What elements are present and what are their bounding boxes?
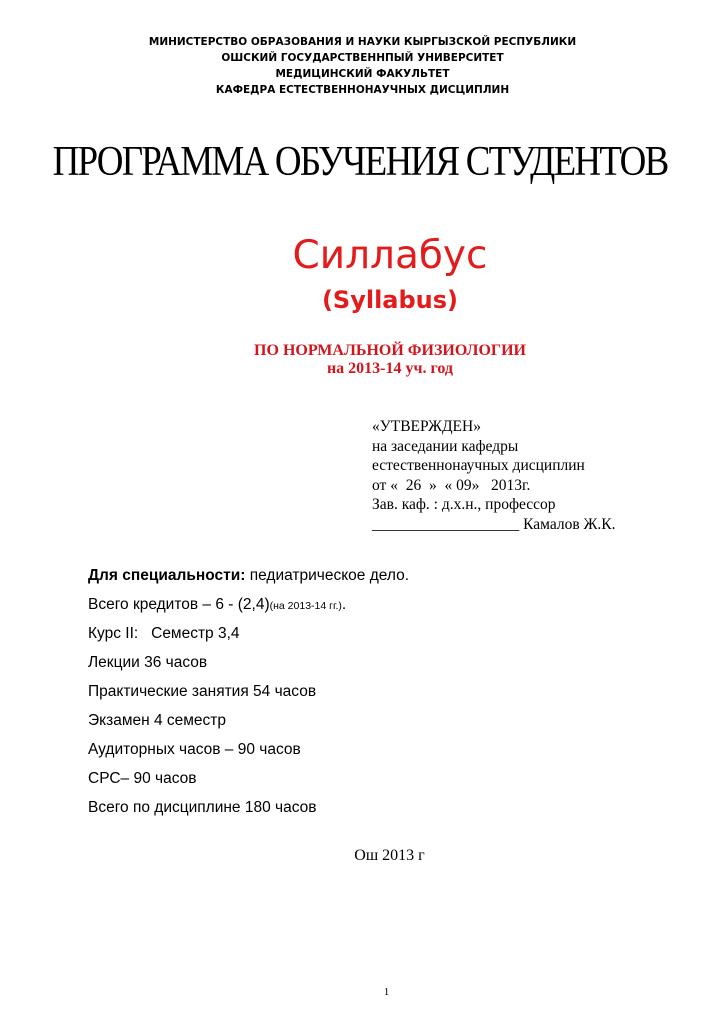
- approval-date: от « 26 » « 09» 2013г.: [372, 476, 531, 494]
- department-line: КАФЕДРА ЕСТЕСТВЕННОНАУЧНЫХ ДИСЦИПЛИН: [215, 84, 510, 96]
- institution-header: [0, 34, 725, 98]
- credits-end: .: [341, 596, 347, 613]
- auditory-hours-row: Аудиторных часов – 90 часов: [88, 741, 301, 758]
- credits-main: Всего кредитов – 6 - (2,4): [88, 596, 270, 613]
- exam-row: Экзамен 4 семестр: [88, 712, 227, 729]
- program-title: ПРОГРАММА ОБУЧЕНИЯ СТУДЕНТОВ: [52, 139, 668, 185]
- total-hours-row: Всего по дисциплине 180 часов: [88, 799, 317, 816]
- university-line: ОШСКИЙ ГОСУДАРСТВЕННПЫЙ УНИВЕРСИТЕТ: [221, 52, 504, 64]
- specialty-value: педиатрическое дело.: [245, 567, 410, 584]
- specialty-row: [88, 565, 688, 594]
- course-row: Курс II: Семестр 3,4: [88, 625, 240, 642]
- approval-head-title: Зав. каф. : д.х.н., профессор: [372, 496, 556, 514]
- lectures-row: Лекции 36 часов: [88, 654, 208, 671]
- approval-department: естественнонаучных дисциплин: [372, 457, 585, 475]
- srs-row: СРС– 90 часов: [88, 770, 197, 787]
- approval-meeting: на заседании кафедры: [372, 437, 519, 455]
- course-details: [88, 565, 688, 826]
- approval-heading: «УТВЕРЖДЕН»: [372, 418, 481, 435]
- subject-name: ПО НОРМАЛЬНОЙ ФИЗИОЛОГИИ: [254, 342, 526, 359]
- faculty-line: МЕДИЦИНСКИЙ ФАКУЛЬТЕТ: [275, 68, 450, 80]
- place-and-year: Ош 2013 г: [354, 847, 425, 864]
- ministry-line: МИНИСТЕРСТВО ОБРАЗОВАНИЯ И НАУКИ КЫРГЫЗСКОЙ РЕСПУБЛИКИ: [148, 36, 577, 48]
- syllabus-title-en: (Syllabus): [321, 286, 459, 314]
- credits-note: (на 2013-14 гг.): [269, 600, 342, 612]
- page-number: 1: [383, 986, 390, 998]
- syllabus-title-ru: Силлабус: [292, 233, 488, 278]
- specialty-label: Для специальности:: [88, 567, 246, 584]
- subject-block: [195, 342, 585, 378]
- practicals-row: Практические занятия 54 часов: [88, 683, 317, 700]
- approval-block: [372, 417, 717, 535]
- approval-signature: ___________________ Камалов Ж.К.: [372, 515, 616, 533]
- academic-year: на 2013-14 уч. год: [326, 360, 454, 377]
- credits-row: [88, 594, 688, 623]
